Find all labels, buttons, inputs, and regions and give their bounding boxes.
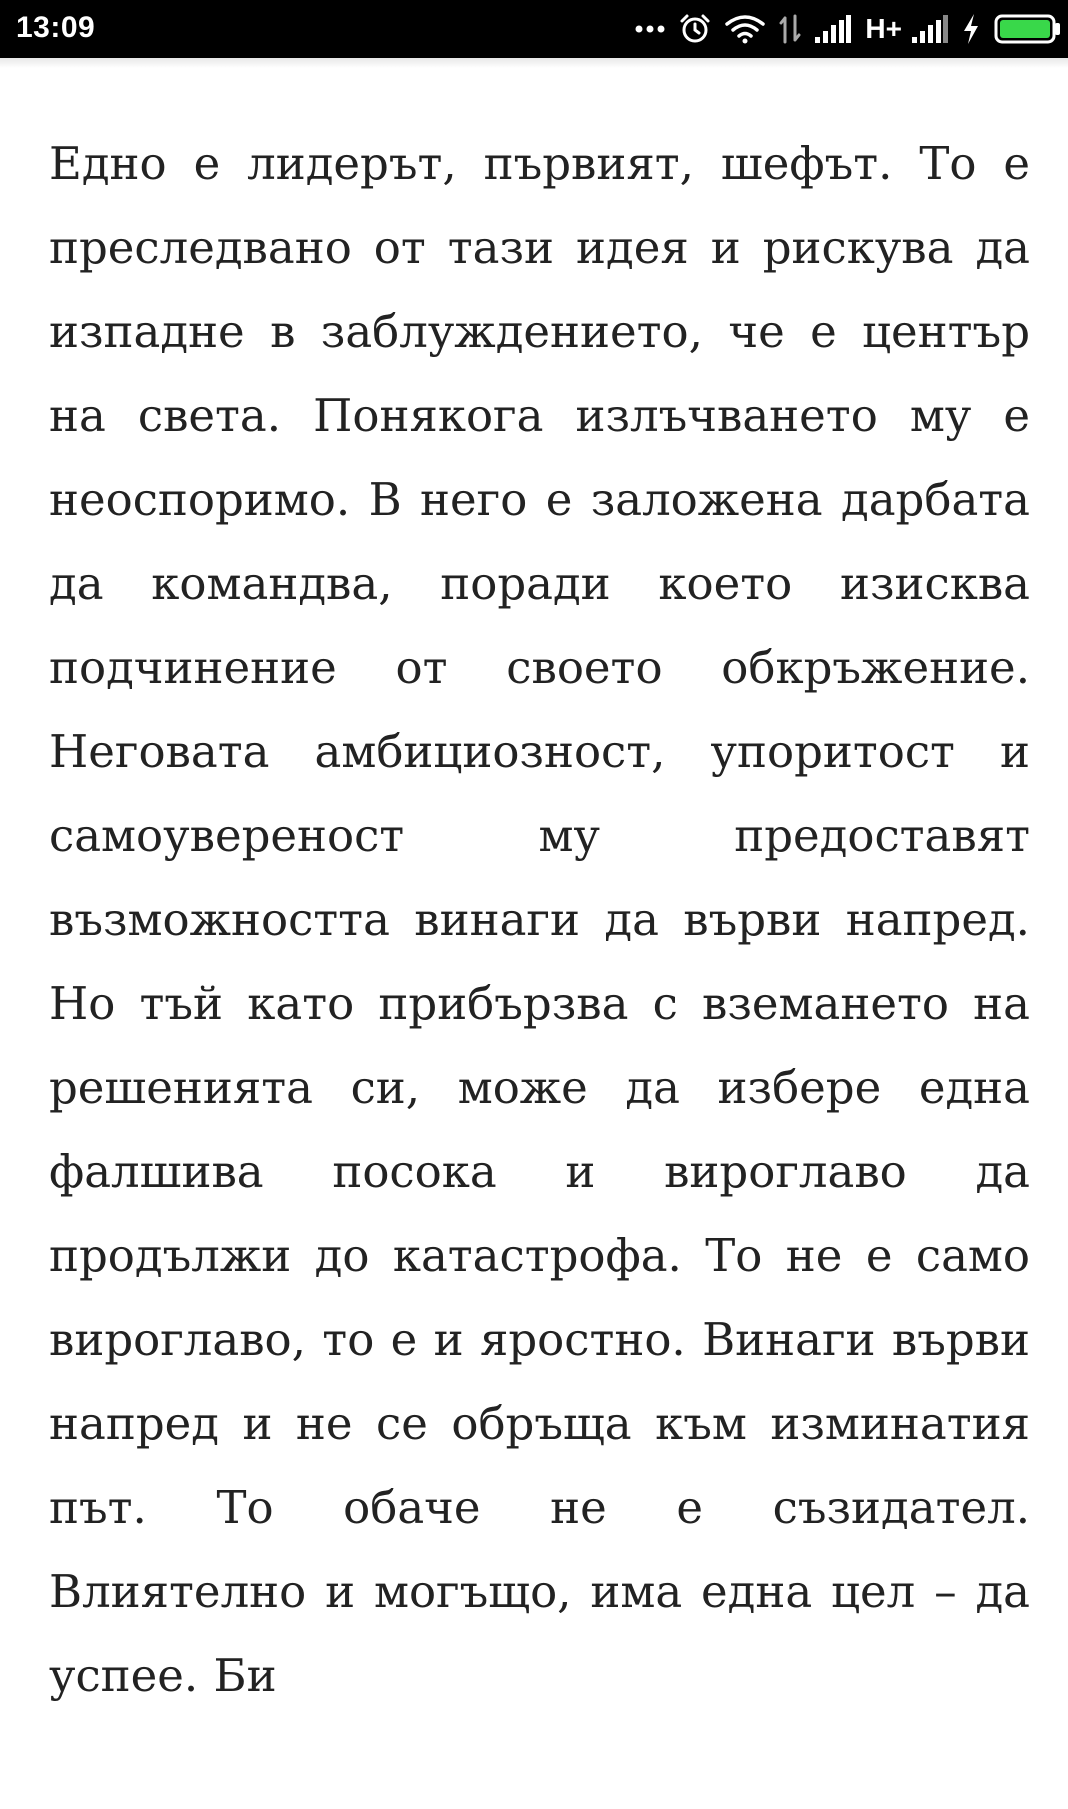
signal-strength-icon: [815, 15, 851, 43]
book-text-paragraph: Едно е лидерът, първият, шефът. То е преследвано от тази идея и рискува да изпадне в заблуждението, че е център на света. Понякога излъчването му е неоспоримо. В него е заложена дарбата да командва, поради което изисква подчинение от своето обкръжение. Неговата амбициозност, упоритост и самоувереност му предоставят възможността винаги да върви напред. Но тъй като прибързва с вземането на решенията си, може да избере една фалшива посока и вироглаво да продължи до катастрофа. То не е само вироглаво, то е и яростно. Винаги върви напред и не се обръща към изминатия път. То обаче не е съзидател. Влиятелно и могъщо, има една цел – да успее. Би: [49, 137, 1030, 1702]
signal-strength-icon: [912, 15, 948, 43]
toolbar-shadow: [0, 58, 1068, 68]
status-bar: [0, 0, 1068, 58]
status-icons: [635, 8, 1062, 50]
more-dots-icon: [635, 24, 665, 34]
data-transfer-icon: [779, 14, 801, 44]
status-time: 13:09: [16, 11, 96, 44]
wifi-icon: [725, 14, 765, 44]
battery-icon: [994, 14, 1062, 44]
reader-page[interactable]: [49, 122, 1030, 1718]
network-type-label: H+: [865, 13, 902, 44]
charging-bolt-icon: [962, 14, 980, 44]
alarm-clock-icon: [679, 13, 711, 45]
